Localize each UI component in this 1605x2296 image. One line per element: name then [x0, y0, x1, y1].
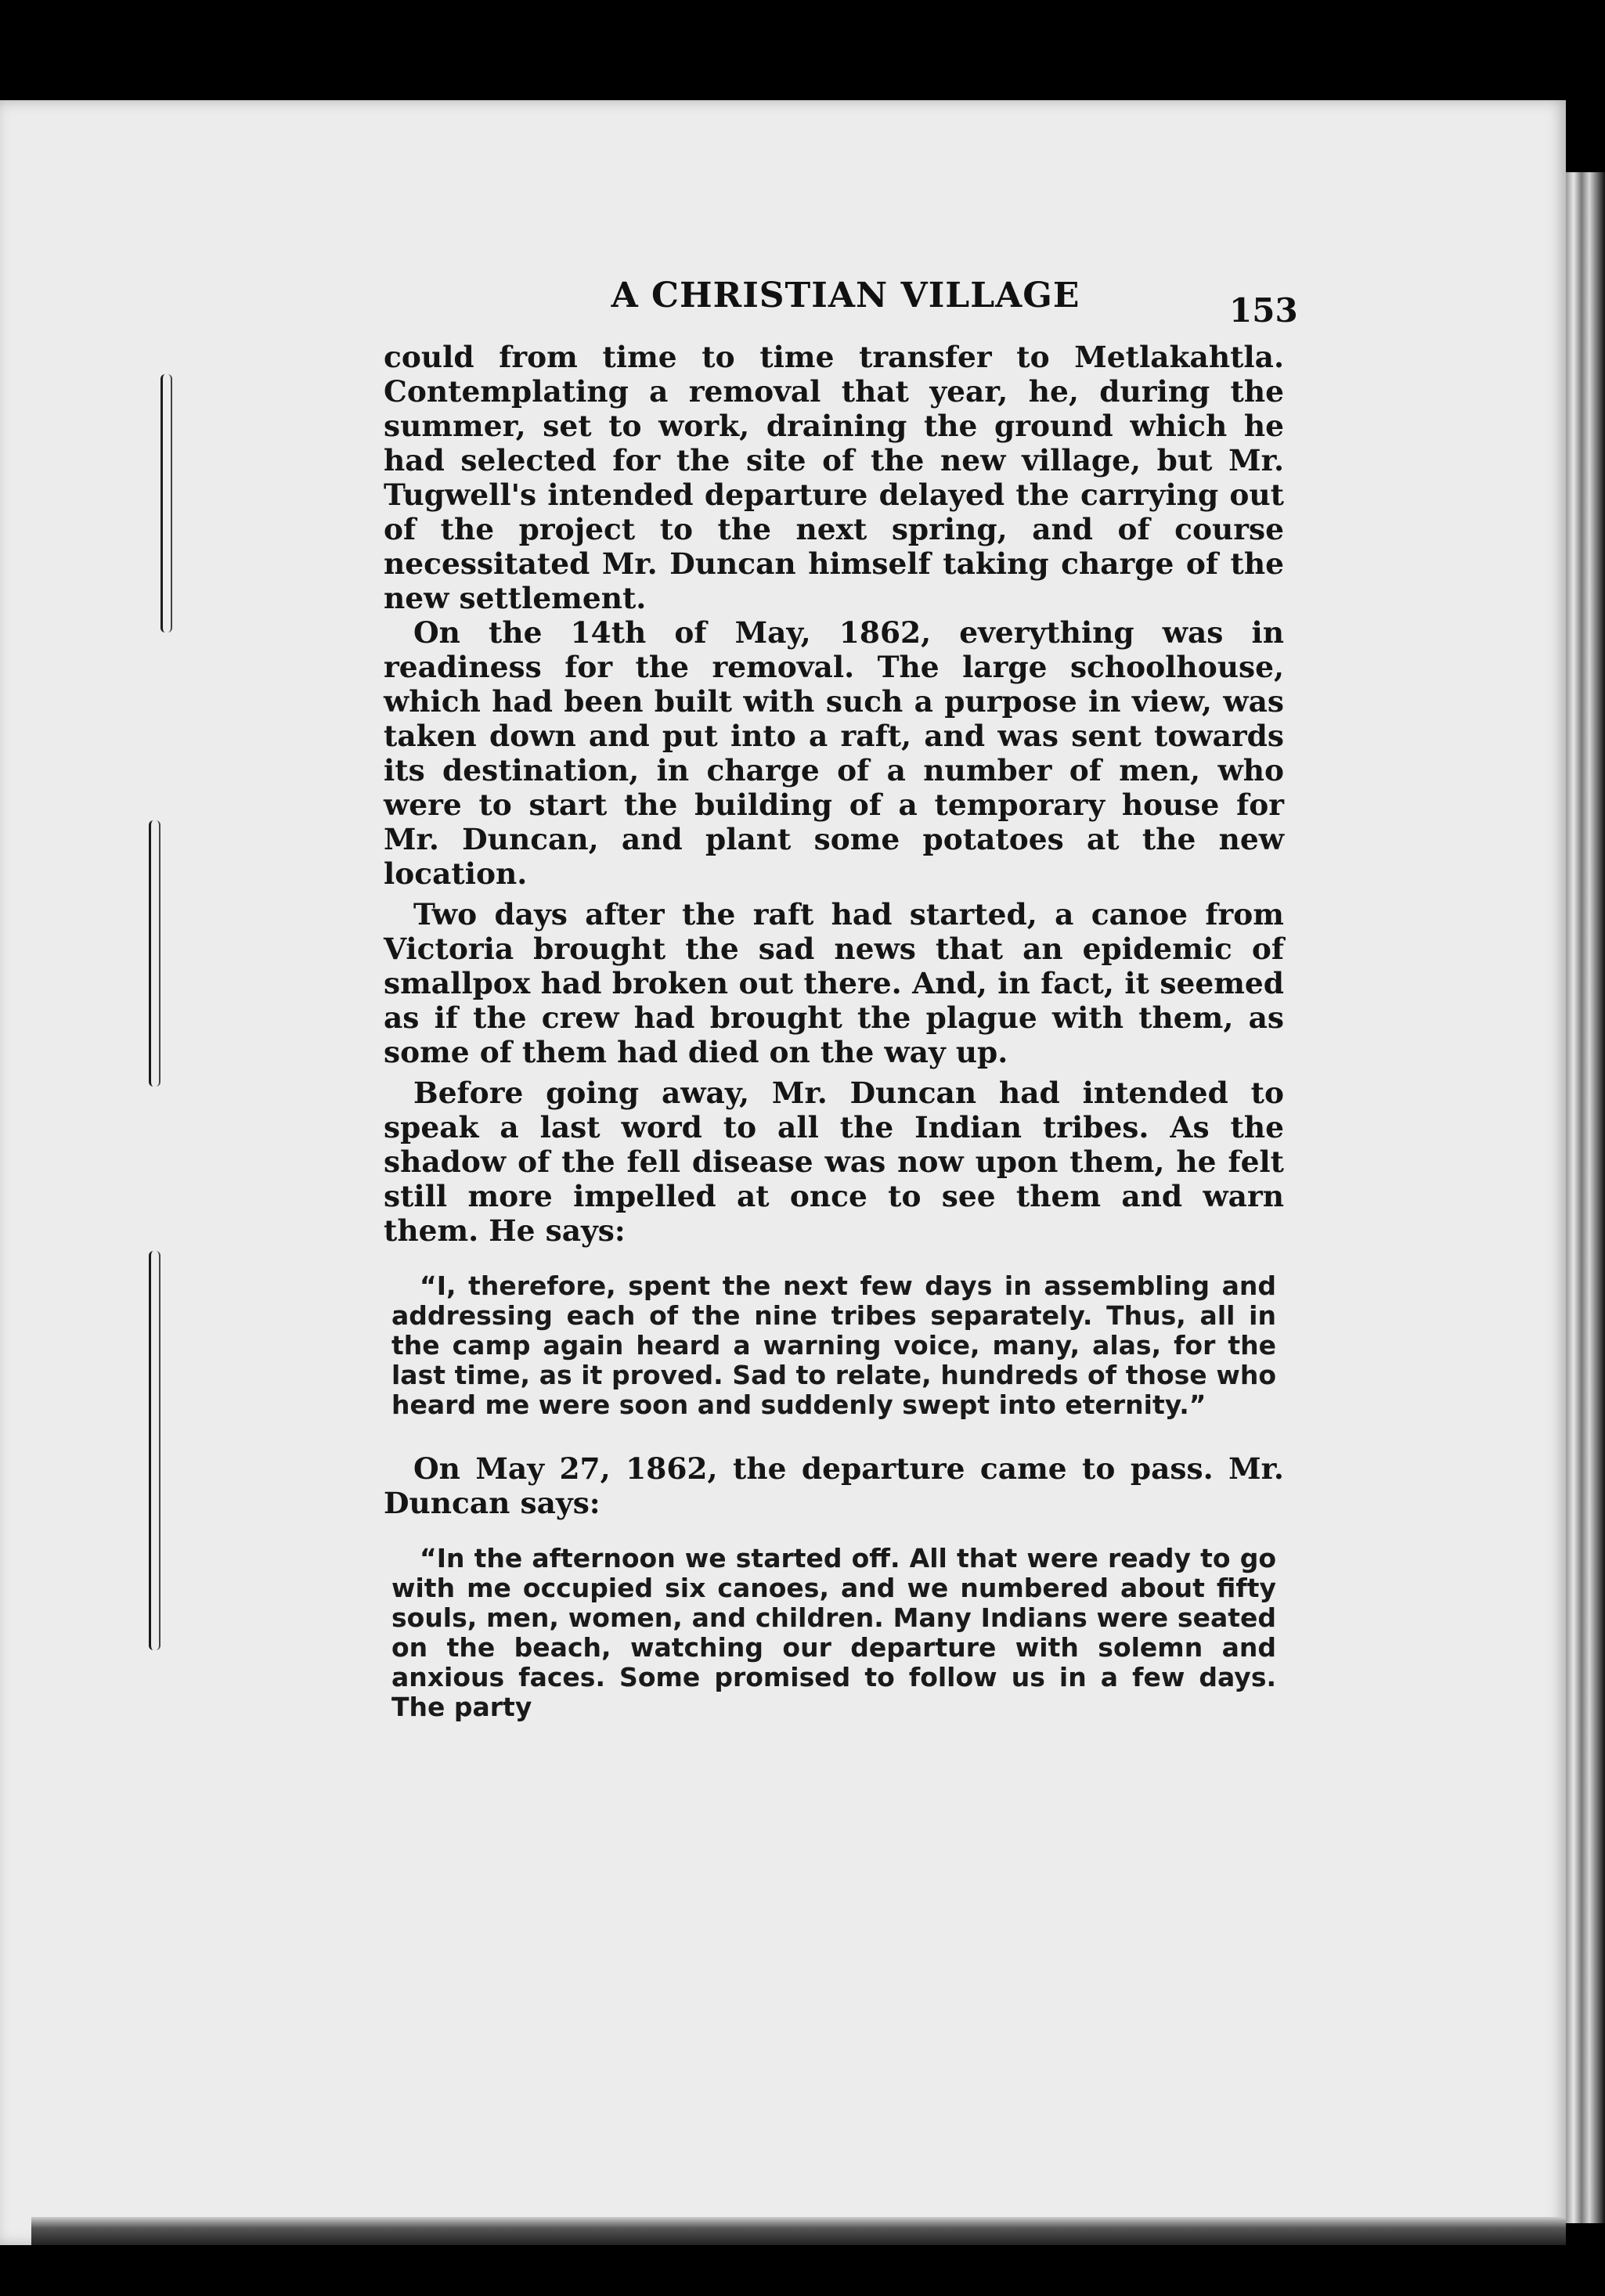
page-edge-stack: [1566, 172, 1605, 2223]
gutter-shadow: [149, 820, 160, 1087]
paragraph: On the 14th of May, 1862, everything was in readiness for the removal. The large schoolhouse, which had been built with such a purpose in view, was taken down and put into a raft, and was sent towards its destination, in charge of a number of men, who were to start the building of a temporary house for Mr. Duncan, and plant some potatoes at the new location.: [384, 615, 1284, 891]
gutter-shadow: [160, 374, 172, 633]
paragraph: Before going away, Mr. Duncan had intended to speak a last word to all the Indian tribes. As the shadow of the fell disease was now upon them, he felt still more impelled at once to see them and warn them. He says:: [384, 1076, 1284, 1248]
running-head: A CHRISTIAN VILLAGE: [611, 276, 1080, 315]
paragraph: On May 27, 1862, the departure came to pass. Mr. Duncan says:: [384, 1451, 1284, 1520]
paragraph: Two days after the raft had started, a canoe from Victoria brought the sad news that an epidemic of smallpox had broken out there. And, in fact, it seemed as if the crew had brought the plague with them, as some of them had died on the way up.: [384, 897, 1284, 1069]
page-bottom-edge: [31, 2217, 1566, 2245]
block-quote: “In the afternoon we started off. All that were ready to go with me occupied six canoes, and we numbered about fifty souls, men, women, and children. Many Indians were seated on the beach, watching our departure with solemn and anxious faces. Some promised to follow us in a few days. The party: [391, 1543, 1276, 1722]
body-text: [384, 340, 1284, 1722]
paragraph: could from time to time transfer to Metlakahtla. Contemplating a removal that year, he, during the summer, set to work, draining the ground which he had selected for the site of the new village, but Mr. Tugwell's intended departure delayed the carrying out of the project to the next spring, and of course necessitated Mr. Duncan himself taking charge of the new settlement.: [384, 340, 1284, 615]
page-number: 153: [1229, 291, 1298, 330]
block-quote: “I, therefore, spent the next few days in assembling and addressing each of the nine tribes separately. Thus, all in the camp again heard a warning voice, many, alas, for the last time, as it proved. Sad to relate, hundreds of those who heard me were soon and suddenly swept into eternity.”: [391, 1271, 1276, 1420]
gutter-shadow: [149, 1251, 160, 1650]
